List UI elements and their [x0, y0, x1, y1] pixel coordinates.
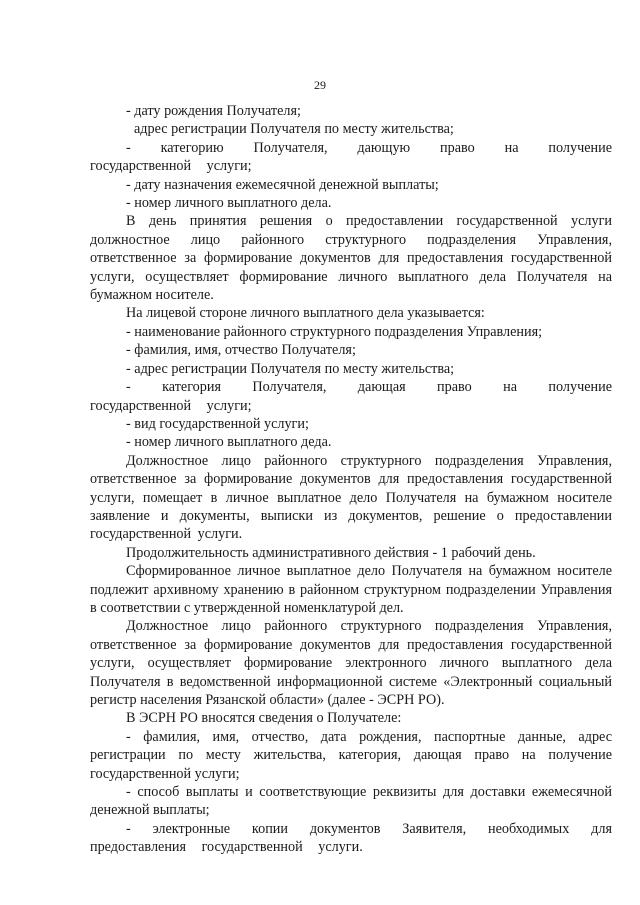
- paragraph: - фамилия, имя, отчество Получателя;: [126, 342, 356, 359]
- page-number: 29: [314, 78, 326, 92]
- paragraph: - электронные копии документов Заявителя, необходимых для предоставления государственной услуги.: [90, 820, 612, 856]
- paragraph: адрес регистрации Получателя по месту жительства;: [134, 121, 454, 138]
- paragraph: - номер личного выплатного дела.: [126, 195, 332, 212]
- paragraph: - номер личного выплатного деда.: [126, 434, 332, 451]
- paragraph: - способ выплаты и соответствующие реквизиты для доставки ежемесячной денежной выплаты;: [90, 784, 612, 819]
- paragraph: Сформированное личное выплатное дело Получателя на бумажном носителе подлежит архивному хранению в районном структурном подразделении Управления в соответствии с утвержденной номенклатурой дел.: [90, 563, 612, 616]
- document-body: [90, 102, 612, 857]
- paragraph: - наименование районного структурного подразделения Управления;: [126, 323, 543, 340]
- paragraph: - дату назначения ежемесячной денежной выплаты;: [126, 176, 439, 193]
- paragraph: В день принятия решения о предоставлении государственной услуги должностное лицо районного структурного подразделения Управления, ответственное за формирование документов для предоставления государственной услуги, осуществляет формирование личного выплатного дела Получателя на бумажном носителе.: [90, 213, 612, 304]
- paragraph: - дату рождения Получателя;: [126, 103, 301, 119]
- paragraph: На лицевой стороне личного выплатного дела указывается:: [126, 305, 485, 322]
- paragraph: - вид государственной услуги;: [126, 415, 309, 432]
- paragraph: - категорию Получателя, дающую право на получение государственной услуги;: [90, 139, 612, 175]
- paragraph: Должностное лицо районного структурного подразделения Управления, ответственное за формирование документов для предоставления государственной услуги, помещает в личное выплатное дело Получателя на бумажном носителе заявление и документы, выписки из документов, решение о предоставлении государственной услуги.: [90, 452, 612, 543]
- paragraph: В ЭСРН РО вносятся сведения о Получателе:: [126, 710, 402, 727]
- paragraph: Должностное лицо районного структурного подразделения Управления, ответственное за формирование документов для предоставления государственной услуги, осуществляет формирование электронного личного выплатного дела Получателя в ведомственной информационной системе «Электронный социальный регистр населения Рязанской области» (далее - ЭСРН РО).: [90, 618, 612, 708]
- paragraph: - адрес регистрации Получателя по месту жительства;: [126, 360, 455, 377]
- paragraph: - фамилия, имя, отчество, дата рождения, паспортные данные, адрес регистрации по месту жительства, категория, дающая право на получение государственной услуги;: [90, 728, 612, 782]
- paragraph: Продолжительность административного действия - 1 рабочий день.: [126, 544, 536, 561]
- paragraph: - категория Получателя, дающая право на получение государственной услуги;: [90, 379, 612, 414]
